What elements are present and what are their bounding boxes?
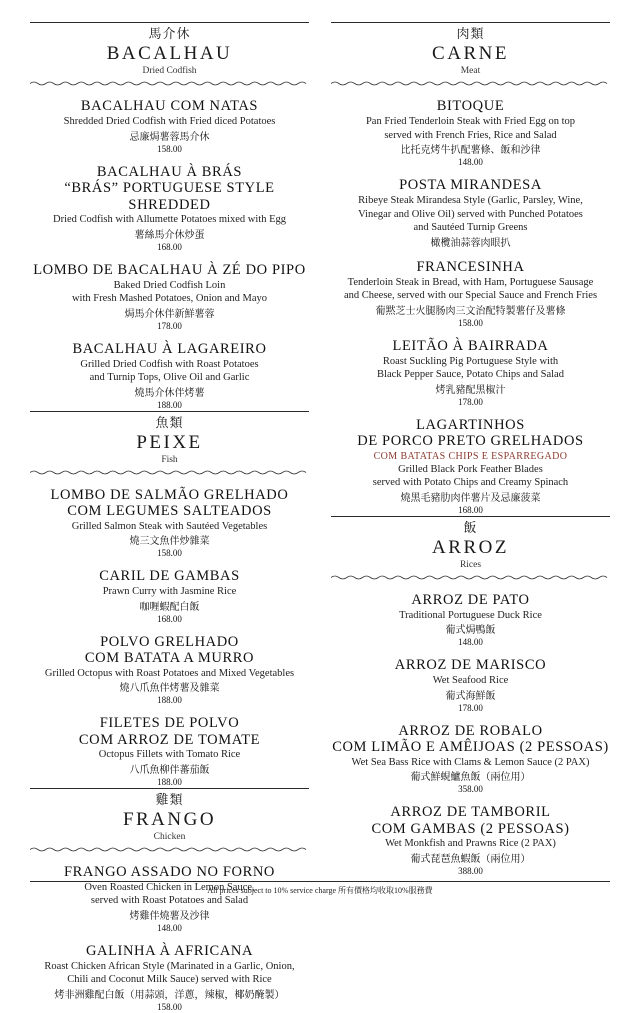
section-title-en: Rices — [459, 559, 482, 570]
dish-name: LEITÃO À BAIRRADA — [392, 337, 549, 354]
dish-name: BACALHAU COM NATAS — [80, 98, 259, 114]
section-title-en: Dried Codfish — [142, 66, 197, 76]
dish-description-line2: Chili and Coconut Milk Sauce) served with Rice — [67, 974, 272, 985]
dish-description: Baked Dried Codfish Loin — [113, 279, 226, 291]
dish-description: Roast Chicken African Style (Marinated in a Garlic, Onion, — [44, 960, 295, 972]
dish-name-line2: COM BATATA A MURRO — [84, 650, 255, 666]
dish-description: Traditional Portuguese Duck Rice — [399, 609, 542, 621]
dish-description: Oven Roasted Chicken in Lemon Sauce, — [84, 881, 255, 893]
menu-item — [30, 864, 309, 934]
section-title-pt: FRANGO — [122, 808, 217, 830]
dish-name-cn: 烤雞伴燒薯及沙律 — [129, 910, 210, 922]
dish-price: 168.00 — [157, 241, 182, 252]
section-title-pt: CARNE — [432, 43, 509, 64]
dish-name-cn: 烤非洲雞配白飯（用蒜頭，洋蔥，辣椒，椰奶醃製） — [54, 989, 285, 1001]
dish-price: 188.00 — [157, 399, 182, 410]
dish-description-line2: Black Pepper Sauce, Potato Chips and Salad — [377, 369, 564, 380]
dish-name: CARIL DE GAMBAS — [99, 568, 240, 584]
dish-name-cn: 葡式焗鴨飯 — [445, 625, 496, 636]
menu-item — [30, 715, 309, 788]
dish-name-cn: 葡式鮮蜆鱸魚飯（兩位用） — [410, 772, 531, 783]
section-rule — [30, 788, 309, 789]
dish-name: GALINHA À AFRICANA — [85, 942, 254, 959]
section-header-bacalhau — [30, 22, 309, 87]
section-rule — [331, 22, 610, 23]
dish-name: ARROZ DE PATO — [411, 591, 530, 608]
dish-name: ARROZ DE MARISCO — [394, 657, 547, 673]
menu-item — [331, 804, 610, 877]
squiggle-divider-icon — [30, 80, 309, 87]
dish-description: Wet Sea Bass Rice with Clams & Lemon Sauce (2 PAX) — [351, 756, 590, 768]
dish-price: 158.00 — [157, 548, 182, 558]
dish-description: Prawn Curry with Jasmine Rice — [102, 586, 237, 597]
dish-name-line2: COM GAMBAS (2 PESSOAS) — [371, 820, 570, 837]
dish-price: 168.00 — [458, 504, 483, 515]
dish-name: LOMBO DE SALMÃO GRELHADO — [50, 486, 289, 503]
footer-rule — [30, 881, 610, 882]
dish-name-cn: 葡式海鮮飯 — [445, 690, 496, 702]
menu-item — [30, 634, 309, 707]
dish-name-cn: 燒黑毛豬肋肉伴薯片及忌廉菠菜 — [400, 492, 541, 504]
dish-name: LAGARTINHOS — [416, 416, 525, 433]
dish-price: 388.00 — [458, 865, 483, 876]
dish-name-line2: COM LEGUMES SALTEADOS — [67, 503, 272, 519]
dish-description: Ribeye Steak Mirandesa Style (Garlic, Parsley, Wine, — [358, 195, 583, 206]
section-title-pt: PEIXE — [136, 431, 203, 453]
dish-name-line2: COM ARROZ DE TOMATE — [78, 731, 261, 748]
menu-item — [331, 657, 610, 714]
dish-price: 168.00 — [157, 613, 182, 624]
dish-name-cn: 燒八爪魚伴烤薯及雜菜 — [119, 683, 220, 694]
dish-name-cn: 葡式琵琶魚蝦飯（兩位用） — [410, 853, 531, 865]
dish-description-line2: served with Potato Chips and Creamy Spinach — [372, 477, 569, 488]
dish-name-cn: 八爪魚柳伴蕃茄飯 — [129, 764, 210, 776]
dish-name: ARROZ DE ROBALO — [398, 722, 543, 739]
dish-description: Dried Codfish with Allumette Potatoes mixed with Egg — [52, 214, 287, 225]
dish-name: FILETES DE POLVO — [99, 715, 240, 731]
dish-price: 148.00 — [157, 922, 182, 933]
squiggle-divider-icon — [331, 574, 610, 581]
menu-item — [30, 262, 309, 332]
dish-price: 178.00 — [458, 702, 483, 713]
dish-name-cn: 橄欖油蒜蓉肉眼扒 — [430, 237, 511, 249]
dish-description-line2: and Cheese, served with our Special Sauce and French Fries — [343, 290, 598, 301]
squiggle-divider-icon — [30, 469, 309, 476]
menu-item — [331, 417, 610, 516]
dish-name-line2: DE PORCO PRETO GRELHADOS — [357, 433, 584, 449]
squiggle-divider-icon — [331, 80, 610, 87]
dish-description: Wet Monkfish and Prawns Rice (2 PAX) — [385, 838, 556, 849]
menu-item — [30, 341, 309, 411]
dish-name-cn: 烤乳豬配黑椒汁 — [435, 384, 506, 396]
page-footer — [30, 881, 610, 896]
dish-price: 358.00 — [458, 784, 483, 794]
dish-description: Grilled Octopus with Roast Potatoes and Mixed Vegetables — [44, 667, 295, 679]
dish-price: 178.00 — [458, 396, 483, 407]
menu-item — [331, 177, 610, 250]
dish-name-cn: 薯絲馬介休炒蛋 — [134, 229, 205, 241]
section-header-frango — [30, 788, 309, 853]
section-header-carne — [331, 22, 610, 87]
dish-name-cn: 葡黙芝士火腿肠肉三文治配特製薯仔及薯條 — [375, 305, 566, 317]
dish-name-line2: “BRÁS” PORTUGUESE STYLE SHREDDED — [64, 180, 275, 213]
menu-item — [331, 592, 610, 649]
section-title-cn: 肉類 — [456, 27, 485, 42]
dish-price: 188.00 — [157, 776, 182, 787]
section-header-arroz — [331, 516, 610, 581]
dish-price: 178.00 — [157, 320, 182, 331]
section-title-en: Meat — [460, 66, 481, 76]
squiggle-divider-icon — [30, 846, 309, 853]
section-title-pt: BACALHAU — [106, 43, 233, 64]
dish-name-cn: 燒馬介休伴烤薯 — [134, 387, 205, 399]
dish-name: POSTA MIRANDESA — [399, 177, 542, 193]
section-title-cn: 魚類 — [155, 415, 184, 431]
dish-name-cn: 焗馬介休伴新鮮薯蓉 — [124, 308, 215, 320]
dish-price: 158.00 — [157, 143, 182, 154]
menu-item — [30, 98, 309, 155]
service-charge-note: All prices subject to 10% service charge 所有價格均收取10%服務費 — [207, 886, 433, 895]
dish-description: Octopus Fillets with Tomato Rice — [98, 749, 241, 760]
dish-price: 158.00 — [157, 1001, 182, 1012]
dish-price: 148.00 — [458, 637, 483, 647]
menu-item — [30, 487, 309, 560]
dish-name-cn: 燒三文魚伴炒雜菜 — [129, 536, 210, 547]
menu-item — [30, 943, 309, 1013]
section-title-cn: 馬介休 — [148, 27, 191, 42]
dish-name: ARROZ DE TAMBORIL — [390, 804, 551, 820]
dish-price: 148.00 — [458, 157, 483, 167]
section-rule — [30, 22, 309, 23]
section-title-en: Fish — [161, 454, 178, 465]
dish-description: Grilled Salmon Steak with Sautéed Vegetables — [71, 520, 268, 532]
dish-price: 158.00 — [458, 317, 483, 328]
menu-column-right — [331, 22, 610, 876]
menu-column-left — [30, 22, 309, 1012]
dish-name-line2: COM LIMÃO E AMÊIJOAS (2 PESSOAS) — [332, 739, 609, 755]
dish-name: POLVO GRELHADO — [100, 633, 239, 650]
dish-price: 188.00 — [157, 695, 182, 705]
menu-item — [331, 723, 610, 796]
dish-description: Pan Fried Tenderloin Steak with Fried Egg on top — [365, 116, 576, 127]
dish-name: BITOQUE — [436, 98, 505, 114]
menu-item — [331, 259, 610, 329]
menu-item — [30, 568, 309, 625]
menu-item — [331, 98, 610, 168]
dish-name-cn: 咖喱蝦配白飯 — [139, 601, 200, 613]
dish-name: LOMBO DE BACALHAU À ZÉ DO PIPO — [33, 261, 306, 278]
menu-item — [30, 164, 309, 253]
dish-description-line2: Vinegar and Olive Oil) served with Punched Potatoes — [358, 208, 583, 220]
section-rule — [331, 516, 610, 517]
section-title-cn: 飯 — [463, 520, 478, 536]
dish-name: FRANCESINHA — [416, 258, 525, 275]
dish-description: Wet Seafood Rice — [432, 675, 509, 686]
dish-description: Grilled Dried Codfish with Roast Potatoes — [80, 358, 259, 370]
dish-name: BACALHAU À LAGAREIRO — [72, 340, 267, 357]
dish-description-line2: served with Roast Potatoes and Salad — [90, 895, 249, 906]
dish-name: BACALHAU À BRÁS — [96, 163, 243, 180]
section-title-cn: 雞類 — [155, 792, 184, 808]
section-title-en: Chicken — [153, 831, 186, 842]
section-rule — [30, 411, 309, 412]
menu-item — [331, 338, 610, 408]
dish-description: Grilled Black Pork Feather Blades — [398, 463, 543, 475]
dish-accent-note: COM BATATAS CHIPS E ESPARREGADO — [373, 450, 568, 462]
dish-description-line2: served with French Fries, Rice and Salad — [384, 129, 557, 141]
dish-description-line3: and Sautéed Turnip Greens — [413, 222, 528, 233]
dish-name-cn: 比托克烤牛扒配薯條、飯和沙律 — [400, 145, 541, 156]
dish-description-line2: and Turnip Tops, Olive Oil and Garlic — [89, 372, 250, 383]
dish-name: FRANGO ASSADO NO FORNO — [63, 863, 275, 880]
dish-description: Roast Suckling Pig Portuguese Style with — [382, 355, 559, 367]
dish-description: Tenderloin Steak in Bread, with Ham, Portuguese Sausage — [347, 276, 594, 288]
dish-description-line2: with Fresh Mashed Potatoes, Onion and Mayo — [71, 293, 268, 304]
section-title-pt: ARROZ — [432, 536, 509, 558]
section-header-peixe — [30, 411, 309, 476]
dish-name-cn: 忌廉焗薯蓉馬介休 — [129, 131, 210, 143]
dish-description: Shredded Dried Codfish with Fried diced Potatoes — [63, 116, 276, 127]
